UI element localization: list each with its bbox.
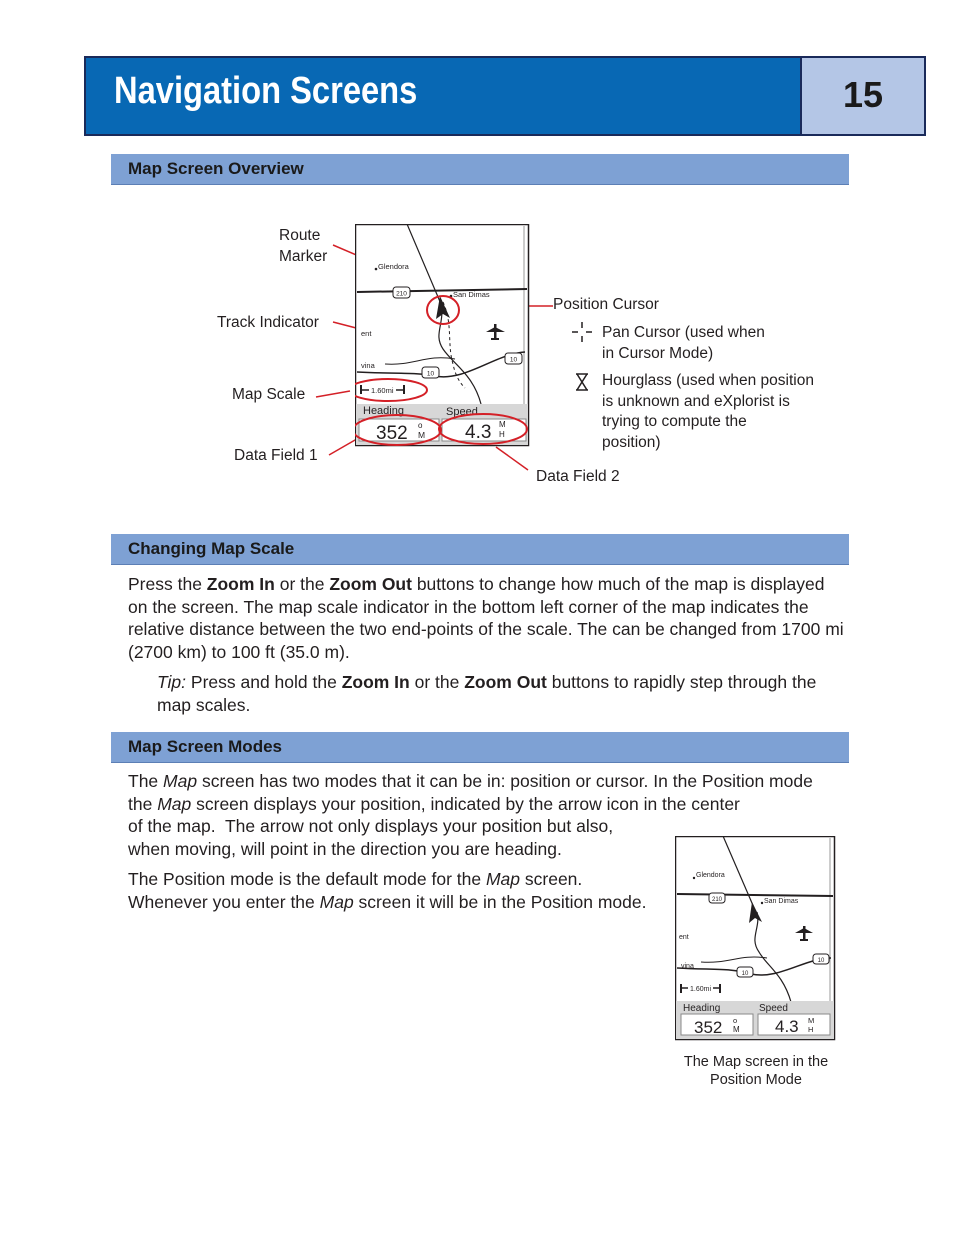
shield-10a-label: 10 <box>426 370 435 378</box>
speed-value: 4.3 <box>465 422 492 443</box>
small-heading-label: Heading <box>683 1003 721 1014</box>
pan-cursor-icon <box>572 322 592 342</box>
section-title-overview: Map Screen Overview <box>128 159 304 178</box>
route-marker-label-line1: Route <box>279 227 321 244</box>
map-term: Map <box>157 793 192 814</box>
tip-text-b: or the <box>409 672 465 692</box>
hourglass-label-line4: position) <box>602 433 661 451</box>
page-number: 15 <box>800 58 924 134</box>
small-heading-unit-top: o <box>733 1016 738 1025</box>
small-scale-text: 1.60mi <box>690 986 712 993</box>
hourglass-label-line2: is unknown and eXplorist is <box>602 392 790 410</box>
route-marker-label-line2: Marker <box>279 247 328 265</box>
map-screen-small <box>675 836 836 1041</box>
hourglass-label-line3: trying to compute the <box>602 413 747 430</box>
glendora-dot <box>375 268 378 271</box>
scale-text-c: buttons to change how much of the map is displayed on the screen. The map scale indicator in the bottom left corner of the map indicates the relative distance between the two end-points of the scale. The can be changed from 1700 mi (2700 km) to 100 ft (35.0 m). <box>128 574 844 662</box>
small-san-dimas-label: San Dimas <box>764 898 799 905</box>
map-term: Map <box>163 771 198 791</box>
modes-text-d: The Position mode is the default mode for the <box>128 869 486 889</box>
page-title: Navigation Screens <box>114 70 418 112</box>
small-speed-unit-top: M <box>808 1016 815 1025</box>
tip-text-c: buttons to rapidly step through the map scales. <box>157 672 817 715</box>
heading-label: Heading <box>363 405 404 417</box>
tip-zoom-out-term: Zoom Out <box>464 672 547 692</box>
scale-text: 1.60mi <box>371 386 394 395</box>
modes-text-c: screen displays your position, indicated by the arrow icon in the center of the map. The arrow not only displays your position but also, when moving, will point in the direction you are heading. <box>128 793 740 859</box>
section-title-scale: Changing Map Scale <box>128 539 295 558</box>
map-term: Map <box>485 869 521 889</box>
speed-unit-bottom: H <box>499 430 505 439</box>
heading-value: 352 <box>376 423 408 444</box>
tip-label: Tip: <box>157 672 187 692</box>
hourglass-icon <box>576 374 588 390</box>
modes-text-a: The <box>128 771 164 791</box>
hourglass-label-line1: Hourglass (used when position <box>602 372 814 389</box>
small-speed-unit-bottom: H <box>808 1025 814 1034</box>
data-field-2-label: Data Field 2 <box>536 468 620 485</box>
caption-line2: Position Mode <box>710 1072 802 1088</box>
heading-unit-bottom: M <box>418 430 426 440</box>
position-cursor-label: Position Cursor <box>553 296 659 313</box>
track-indicator-label: Track Indicator <box>217 314 319 331</box>
map-screen-large <box>355 224 530 447</box>
small-glendora-label: Glendora <box>696 872 725 879</box>
san-dimas-label: San Dimas <box>453 290 490 299</box>
data-field-1-label: Data Field 1 <box>234 447 318 464</box>
small-vina-label: vina <box>681 963 694 970</box>
map-scale-callout <box>316 391 350 397</box>
map-term: Map <box>319 891 354 912</box>
shield-10b-label: 10 <box>509 356 518 364</box>
small-heading-unit-bottom: M <box>733 1025 740 1034</box>
tip-paragraph <box>157 671 847 716</box>
caption-line1: The Map screen in the <box>683 1054 829 1070</box>
ent-label: ent <box>361 329 372 338</box>
tip-text-a: Press and hold the <box>186 672 342 692</box>
speed-unit-top: M <box>499 420 506 429</box>
small-shield-10a-label: 10 <box>741 971 749 977</box>
small-heading-value: 352 <box>694 1018 723 1037</box>
pan-cursor-label-line1: Pan Cursor (used when <box>602 324 765 341</box>
modes-text-f: screen it will be in the Position mode. <box>353 891 647 912</box>
map-scale-label: Map Scale <box>232 386 306 403</box>
speed-label: Speed <box>446 406 478 418</box>
modes-text-b: screen has two modes that it can be in: position or cursor. In the Position mode the <box>128 771 813 814</box>
glendora-label: Glendora <box>378 262 409 271</box>
heading-unit-top: o <box>418 421 423 430</box>
scale-paragraph <box>128 573 848 663</box>
data-field-2-callout <box>496 447 528 470</box>
section-bar-scale <box>111 534 849 565</box>
zoom-in-term: Zoom In <box>206 574 275 594</box>
modes-paragraph-2 <box>128 868 648 913</box>
scale-text-a: Press the <box>128 574 207 594</box>
small-ent-label: ent <box>679 934 689 941</box>
small-shield-10b-label: 10 <box>817 958 825 964</box>
vina-label: vina <box>361 361 375 370</box>
section-bar-modes <box>111 732 849 763</box>
small-speed-value: 4.3 <box>775 1017 799 1036</box>
zoom-out-term: Zoom Out <box>329 574 412 594</box>
shield-210-label: 210 <box>396 290 407 298</box>
small-speed-label: Speed <box>759 1003 788 1014</box>
tip-zoom-in-term: Zoom In <box>341 672 410 692</box>
figure-caption <box>665 1053 847 1089</box>
scale-text-b: or the <box>274 574 330 594</box>
modes-text-e: screen. Whenever you enter the <box>128 869 583 912</box>
pan-cursor-label-line2: in Cursor Mode) <box>602 344 714 362</box>
section-title-modes: Map Screen Modes <box>128 737 282 756</box>
small-shield-210-label: 210 <box>711 897 723 903</box>
